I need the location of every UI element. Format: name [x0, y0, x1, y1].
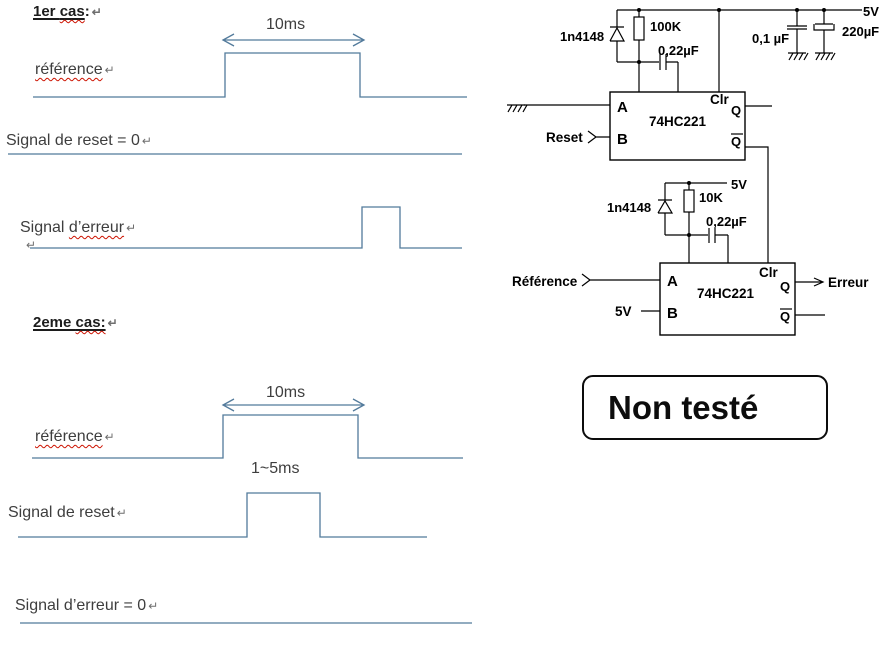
ic2-pin-clr: Clr: [759, 265, 778, 280]
diode2-label: 1n4148: [607, 200, 652, 215]
ground-icon: [507, 105, 527, 112]
reference-input-label: Référence: [512, 274, 578, 289]
decoupling-cap-label: 0,1 µF: [752, 31, 790, 46]
case2-pulse-width-label: 1~5ms: [251, 460, 300, 477]
ic1-pin-b: B: [617, 131, 628, 148]
diode1-label: 1n4148: [560, 29, 605, 44]
paragraph-mark: ↵: [148, 599, 159, 613]
ground-icon: [788, 53, 808, 60]
ic1-pin-a: A: [617, 99, 628, 116]
cap1-label: 0,22µF: [658, 43, 699, 58]
ground-icon: [815, 53, 835, 60]
input-chevron-icon: [588, 131, 610, 143]
paragraph-mark: ↵: [141, 134, 152, 148]
supply-label: 5V: [863, 4, 879, 19]
ic2-pin-a: A: [667, 273, 678, 290]
ic2-pin-b: B: [667, 305, 678, 322]
resistor2-label: 10K: [699, 190, 723, 205]
paragraph-mark: ↵: [91, 5, 102, 19]
input-chevron-icon: [582, 274, 660, 286]
capacitor2-icon: [709, 228, 728, 263]
case2-reference-label: référence ↵: [35, 428, 115, 445]
diode1-icon: [610, 27, 624, 62]
ic1-pin-clr: Clr: [710, 92, 729, 107]
ic2-name: 74HC221: [697, 286, 755, 301]
reset-input-label: Reset: [546, 130, 583, 145]
resistor1-label: 100K: [650, 19, 682, 34]
ic2-pin-qbar: Q: [780, 309, 791, 324]
capacitor1-icon: [660, 54, 678, 92]
diode2-icon: [658, 200, 672, 235]
case2-heading: 2eme cas: ↵: [33, 314, 118, 331]
case2-duration-label: 10ms: [266, 384, 306, 401]
paragraph-mark: ↵: [107, 316, 118, 330]
case1-reset-label: Signal de reset = 0 ↵: [6, 132, 152, 149]
stage2-supply-label: 5V: [731, 177, 747, 192]
paragraph-mark: ↵: [116, 506, 127, 520]
output-arrow-icon: [795, 278, 823, 286]
case1-duration-label: 10ms: [266, 16, 306, 33]
ic1-pin-q: Q: [731, 103, 742, 118]
paragraph-mark: ↵: [26, 238, 37, 252]
not-tested-box: [582, 375, 828, 440]
case2-error-label: Signal d’erreur = 0 ↵: [15, 597, 159, 614]
case1-reference-label: référence ↵: [35, 61, 115, 78]
case1-duration-arrow: [223, 34, 364, 46]
case2-reset-label: Signal de reset ↵: [8, 504, 127, 521]
b-input-label: 5V: [615, 304, 632, 319]
bulk-cap-label: 220µF: [842, 24, 880, 39]
paragraph-mark: ↵: [104, 430, 115, 444]
cap2-label: 0,22µF: [706, 214, 747, 229]
case1-heading: 1er cas: ↵: [33, 3, 102, 20]
ic1-name: 74HC221: [649, 114, 707, 129]
not-tested-label: Non testé: [608, 388, 759, 426]
ic2-pin-q: Q: [780, 279, 791, 294]
ic1-pin-qbar: Q: [731, 134, 742, 149]
paragraph-mark: ↵: [126, 221, 137, 235]
erreur-output-label: Erreur: [828, 275, 869, 290]
case1-error-label: Signal d’erreur ↵: [20, 219, 137, 236]
paragraph-mark: ↵: [104, 63, 115, 77]
